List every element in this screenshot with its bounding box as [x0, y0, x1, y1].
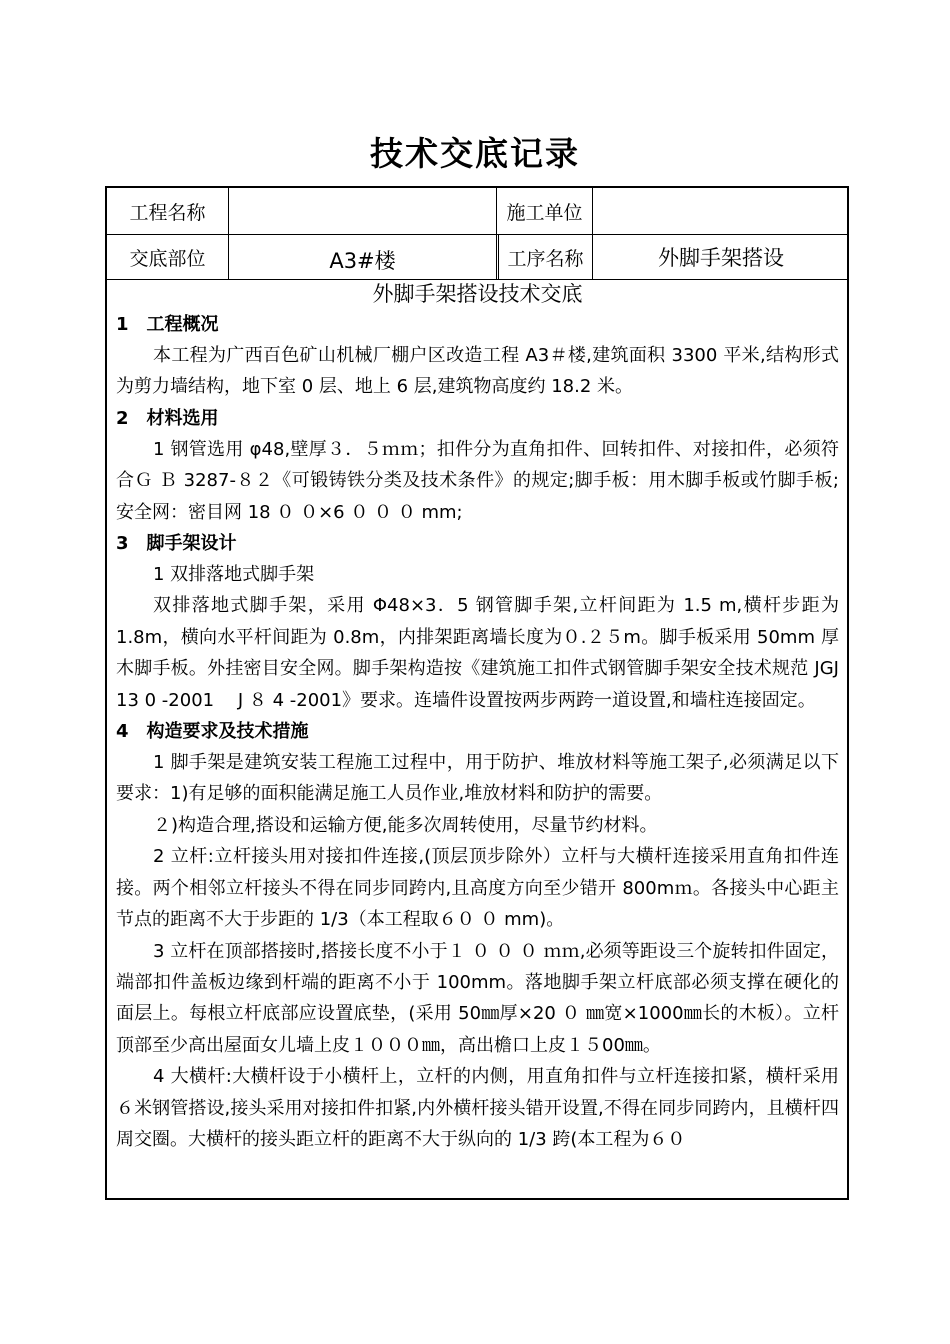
- content-subtitle: 外脚手架搭设技术交底: [372, 282, 583, 306]
- paragraph: 1 钢管选用 φ48,壁厚３．５ｍｍ；扣件分为直角扣件、回转扣件、对接扣件，必须符合Ｇ Ｂ 3287-８２《可锻铸铁分类及技术条件》的规定;脚手板：用木脚手板或竹脚手板;安全网：密目网 18 ０ ０×6 ０ ０ ０ mm;: [116, 438, 839, 523]
- paragraph: ２)构造合理,搭设和运输方便,能多次周转使用，尽量节约材料。: [153, 814, 658, 836]
- project-name-value: [229, 188, 496, 234]
- paragraph: 双排落地式脚手架，采用 Φ48×3．5 钢管脚手架,立杆间距为 1.5 m,横杆步距为 1.8m，横向水平杆间距为 0.8m，内排架距离墙长度为０.２５m。脚手板采用 50mm 厚木脚手板。外挂密目安全网。脚手架构造按《建筑施工扣件式钢管脚手架安全技术规范 JGJ 13 0 -2001 J ８ 4 -2001》要求。连墙件设置按两步两跨一道设置,和墙柱连接固定。: [116, 595, 839, 711]
- location-value: A3#楼: [329, 249, 396, 273]
- section-heading: 2 材料选用: [116, 407, 219, 429]
- paragraph: 1 双排落地式脚手架: [153, 564, 315, 586]
- paragraph: 1 脚手架是建筑安装工程施工过程中，用于防护、堆放材料等施工架子,必须满足以下要求：1)有足够的面积能满足施工人员作业,堆放材料和防护的需要。: [116, 752, 839, 805]
- disclosure-table: [105, 186, 849, 1200]
- section-heading: 1 工程概况: [116, 314, 219, 335]
- process-value: 外脚手架搭设: [658, 246, 784, 270]
- construction-unit-value: [593, 188, 849, 234]
- disclosure-content: [107, 280, 847, 1198]
- section-heading: 3 脚手架设计: [116, 533, 237, 555]
- location-label: 交底部位: [129, 247, 206, 270]
- construction-unit-label: 施工单位: [506, 201, 583, 224]
- project-name-label: 工程名称: [129, 201, 206, 224]
- paragraph: 4 大横杆:大横杆设于小横杆上，立杆的内侧，用直角扣件与立杆连接扣紧，横杆采用６米钢管搭设,接头采用对接扣件扣紧,内外横杆接头错开设置,不得在同步同跨内，且横杆四周交圈。大横杆的接头距立杆的距离不大于纵向的 1/3 跨(本工程为６０: [116, 1066, 839, 1150]
- paragraph: 2 立杆:立杆接头用对接扣件连接,(顶层顶步除外）立杆与大横杆连接采用直角扣件连接。两个相邻立杆接头不得在同步同跨内,且高度方向至少错开 800mｍ。各接头中心距主节点的距离不大于步距的 1/3（本工程取６０ ０ mm)。: [116, 846, 839, 931]
- paragraph: 3 立杆在顶部搭接时,搭接长度不小于１ ０ ０ ０ ｍｍ,必须等距设三个旋转扣件固定，端部扣件盖板边缘到杆端的距离不小于 100mm。落地脚手架立杆底部必须支撑在硬化的面层上。每根立杆底部应设置底垫，(采用 50㎜厚×20 ０ ㎜宽×1000㎜长的木板）。立杆顶部至少高出屋面女儿墙上皮１０００㎜，高出檐口上皮１５00㎜。: [116, 940, 839, 1056]
- process-label: 工序名称: [507, 247, 584, 270]
- paragraph: 本工程为广西百色矿山机械厂棚户区改造工程 A3＃楼,建筑面积 3300 平米,结构形式为剪力墙结构，地下室 0 层、地上 6 层,建筑物高度约 18.2 米。: [116, 345, 839, 398]
- section-heading: 4 构造要求及技术措施: [116, 721, 309, 743]
- document-title: 技术交底记录: [370, 134, 580, 173]
